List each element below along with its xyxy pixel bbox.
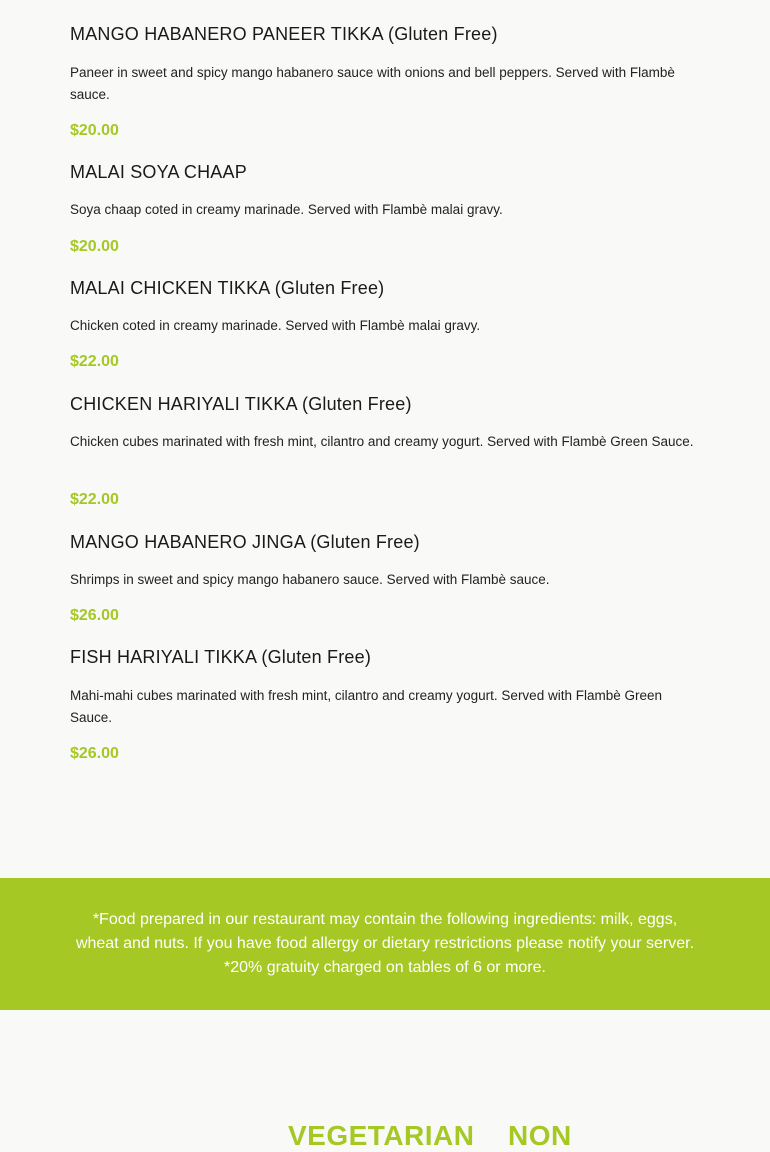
menu-item-title: MANGO HABANERO JINGA (Gluten Free) — [70, 532, 420, 552]
menu-item — [70, 529, 700, 624]
tab-vegetarian[interactable]: VEGETARIAN — [288, 1120, 475, 1151]
menu-item-description: Soya chaap coted in creamy marinade. Served with Flambè malai gravy. — [70, 202, 503, 217]
menu-item-title: MALAI CHICKEN TIKKA (Gluten Free) — [70, 278, 385, 298]
menu-item-title: MALAI SOYA CHAAP — [70, 162, 247, 182]
tab-non-vegetarian[interactable]: NON — [508, 1120, 572, 1151]
menu-item-description: Chicken coted in creamy marinade. Served with Flambè malai gravy. — [70, 318, 481, 333]
menu-item-price: $20.00 — [70, 122, 119, 139]
menu-item-price: $26.00 — [70, 745, 119, 762]
menu-item — [70, 644, 700, 762]
menu-item-description: Mahi-mahi cubes marinated with fresh mint, cilantro and creamy yogurt. Served with Flambè Green Sauce. — [70, 688, 662, 725]
allergy-notice-text: *Food prepared in our restaurant may contain the following ingredients: milk, eggs, wheat and nuts. If you have food allergy or dietary restrictions please notify your server. *20% gratuity charged on tables of 6 or more. — [75, 911, 695, 976]
menu-item-description: Chicken cubes marinated with fresh mint, cilantro and creamy yogurt. Served with Flambè Green Sauce. — [70, 434, 694, 449]
allergy-notice-banner — [0, 878, 770, 1010]
menu-item-price: $26.00 — [70, 607, 119, 624]
menu-item-price: $20.00 — [70, 238, 119, 255]
menu-item-title: FISH HARIYALI TIKKA (Gluten Free) — [70, 647, 372, 667]
menu-item-title: MANGO HABANERO PANEER TIKKA (Gluten Free) — [70, 24, 498, 44]
menu-item-description: Paneer in sweet and spicy mango habanero sauce with onions and bell peppers. Served with Flambè sauce. — [70, 65, 675, 102]
menu-item-title: CHICKEN HARIYALI TIKKA (Gluten Free) — [70, 394, 412, 414]
menu-item — [70, 275, 700, 370]
menu-item — [70, 21, 700, 139]
menu-item-price: $22.00 — [70, 353, 119, 370]
menu-item — [70, 159, 700, 255]
menu-item — [70, 391, 700, 508]
menu-item-price: $22.00 — [70, 491, 119, 508]
menu-item-description: Shrimps in sweet and spicy mango habanero sauce. Served with Flambè sauce. — [70, 572, 550, 587]
